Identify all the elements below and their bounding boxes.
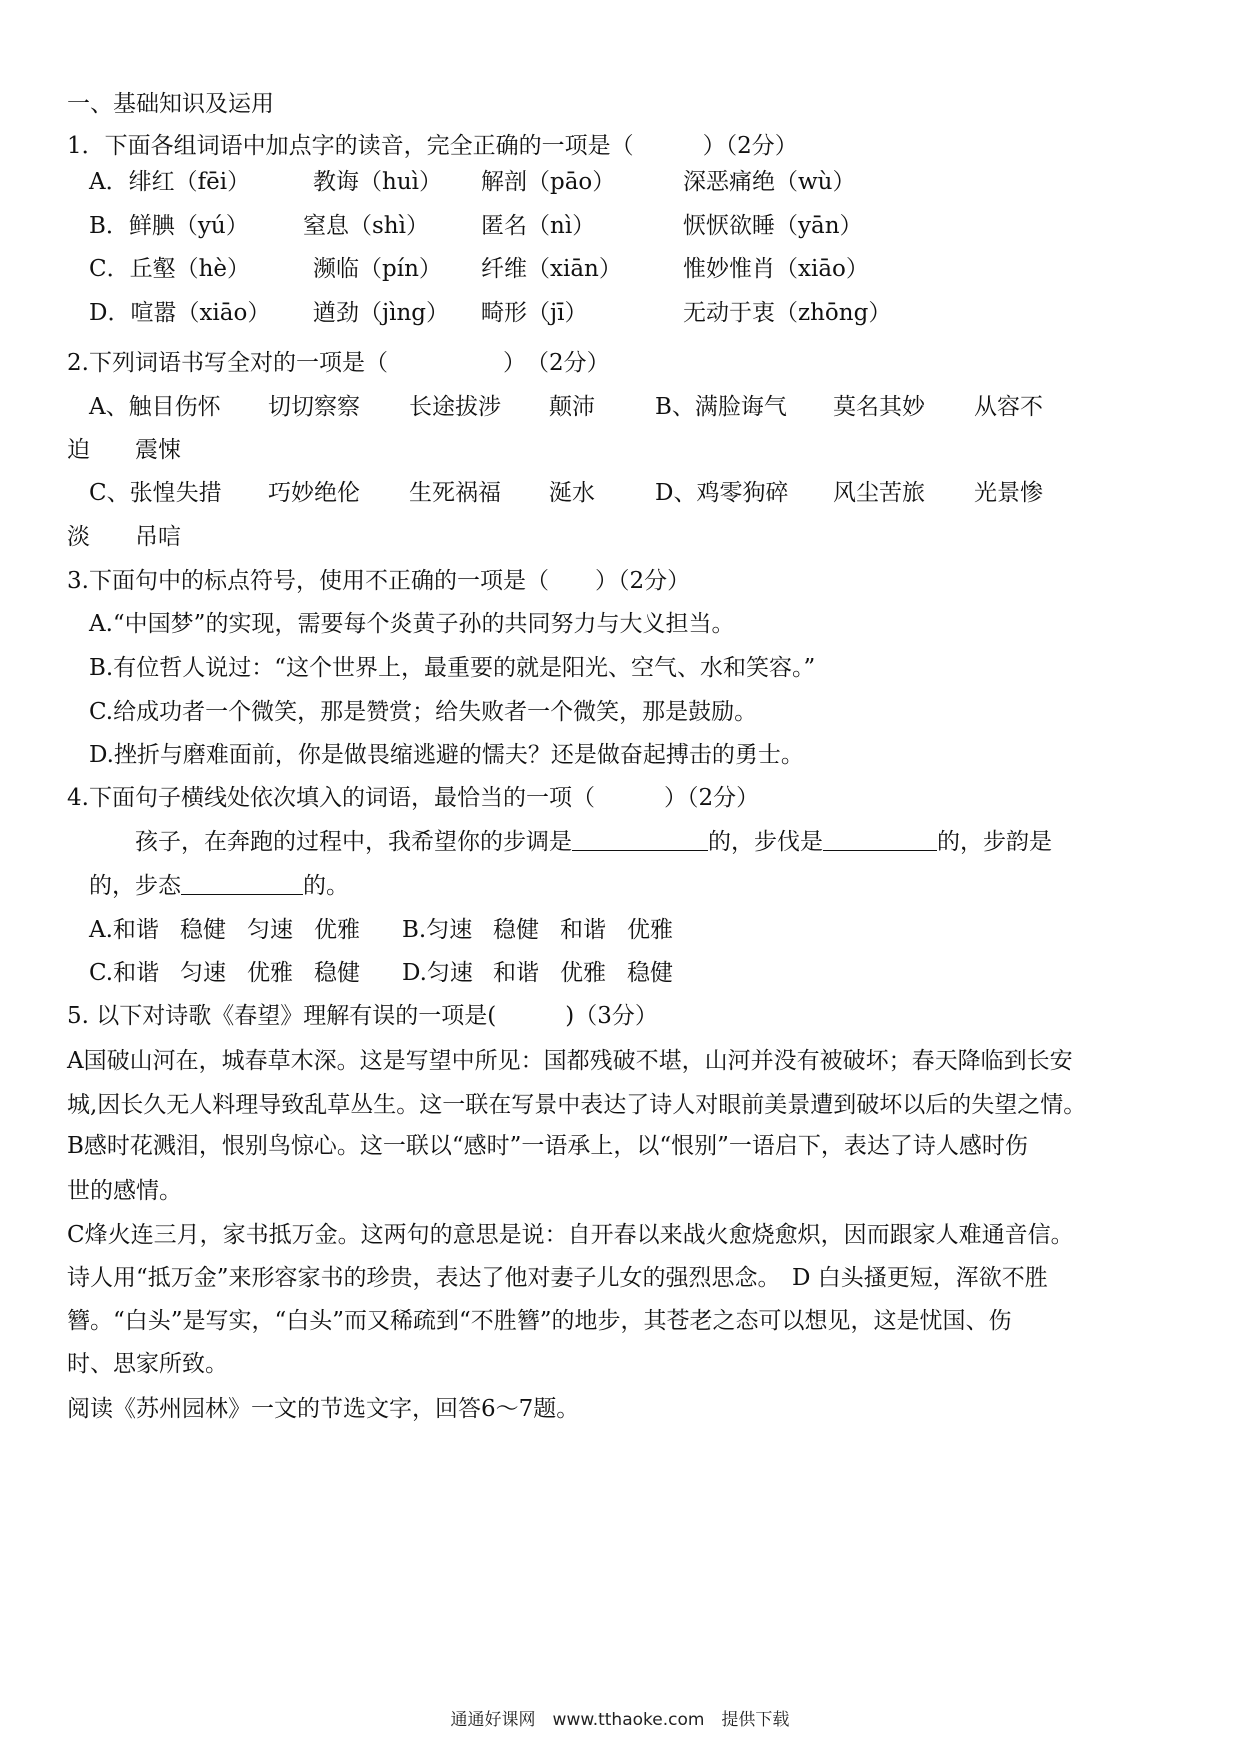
- q2-b-3-cont: 迫: [67, 437, 90, 463]
- q1-a-3: 解剖（pāo）: [481, 169, 616, 195]
- q1-d-1: D．喧嚣（xiāo）: [89, 300, 271, 326]
- q2-d-2: 风尘苦旅: [833, 480, 925, 506]
- fill-blank-2[interactable]: [823, 826, 937, 851]
- q4-passage-part: 的，步态: [89, 873, 181, 899]
- q2-d-4: 吊唁: [135, 524, 181, 550]
- q4-passage-part: 的，步伐是: [708, 829, 823, 855]
- q2-a-1: A、触目伤怀: [89, 394, 221, 420]
- q4-passage-line1: [135, 826, 1052, 858]
- q4-d-4: 稳健: [627, 960, 673, 986]
- q2-option-row: [0, 521, 1240, 553]
- q1-option-row: [0, 253, 1240, 285]
- reading-intro: 阅读《苏州园林》一文的节选文字，回答6～7题。: [67, 1396, 580, 1422]
- q1-c-1: C．丘壑（hè）: [89, 256, 251, 282]
- fill-blank-1[interactable]: [572, 826, 708, 851]
- q1-c-3: 纤维（xiān）: [481, 256, 622, 282]
- q1-option-row: [0, 210, 1240, 242]
- q2-option-row: [0, 391, 1240, 423]
- q4-b-4: 优雅: [627, 917, 673, 943]
- q4-a-1: A.和谐: [89, 917, 159, 943]
- q1-b-1: B．鲜腆（yú）: [89, 213, 249, 239]
- q4-c-2: 匀速: [180, 960, 226, 986]
- q4-a-2: 稳健: [180, 917, 226, 943]
- q5-text-line: 簪。“白头”是写实，“白头”而又稀疏到“不胜簪”的地步，其苍老之态可以想见，这是忧国、伤: [67, 1308, 1012, 1334]
- q1-d-3: 畸形（jī）: [481, 300, 588, 326]
- q2-stem: 2.下列词语书写全对的一项是（ ） （2分）: [67, 350, 610, 376]
- q5-stem: 5. 以下对诗歌《春望》理解有误的一项是( )（3分）: [67, 1003, 658, 1029]
- q2-option-row: [0, 434, 1240, 466]
- q2-a-3: 长途拔涉: [409, 394, 501, 420]
- q2-d-3-cont: 淡: [67, 524, 90, 550]
- q1-c-4: 惟妙惟肖（xiāo）: [683, 256, 869, 282]
- q5-text-line: 城,因长久无人料理导致乱草丛生。这一联在写景中表达了诗人对眼前美景遭到破坏以后的失望之情。: [67, 1092, 1087, 1118]
- q2-b-1: B、满脸诲气: [655, 394, 787, 420]
- q4-c-3: 优雅: [247, 960, 293, 986]
- q4-c-4: 稳健: [314, 960, 360, 986]
- q3-option-c: C.给成功者一个微笑，那是赞赏；给失败者一个微笑，那是鼓励。: [89, 699, 758, 725]
- q1-a-2: 教诲（huì）: [313, 169, 442, 195]
- q4-option-row: [0, 914, 1240, 946]
- q4-d-3: 优雅: [560, 960, 606, 986]
- q2-c-3: 生死祸福: [409, 480, 501, 506]
- q4-d-1: D.匀速: [402, 960, 473, 986]
- q5-text-line: B感时花溅泪，恨别鸟惊心。这一联以“感时”一语承上，以“恨别”一语启下，表达了诗人感时伤: [67, 1133, 1028, 1159]
- q4-passage-part: 孩子，在奔跑的过程中，我希望你的步调是: [135, 829, 572, 855]
- q4-c-1: C.和谐: [89, 960, 160, 986]
- page-footer: 通通好课网 www.tthaoke.com 提供下载: [450, 1710, 790, 1730]
- q2-a-2: 切切察察: [268, 394, 360, 420]
- q5-text-line: 时、思家所致。: [67, 1351, 228, 1377]
- q1-a-4: 深恶痛绝（wù）: [683, 169, 856, 195]
- q3-stem: 3.下面句中的标点符号，使用不正确的一项是（ ）（2分）: [67, 568, 691, 594]
- q1-a-1: A．绯红（fēi）: [89, 169, 251, 195]
- q4-passage-part: 的，步韵是: [937, 829, 1052, 855]
- q1-b-3: 匿名（nì）: [481, 213, 596, 239]
- q2-b-3: 从容不: [974, 394, 1043, 420]
- q1-stem: 1．下面各组词语中加点字的读音，完全正确的一项是（ ）（2分）: [67, 133, 798, 159]
- q4-a-3: 匀速: [247, 917, 293, 943]
- q5-text-line: 世的感情。: [67, 1178, 182, 1204]
- q2-d-3: 光景惨: [974, 480, 1043, 506]
- q4-option-row: [0, 957, 1240, 989]
- q2-c-1: C、张惶失措: [89, 480, 222, 506]
- q1-b-4: 恹恹欲睡（yān）: [683, 213, 863, 239]
- q5-text-line: C烽火连三月，家书抵万金。这两句的意思是说：自开春以来战火愈烧愈炽，因而跟家人难通音信。: [67, 1222, 1074, 1248]
- q1-d-4: 无动于衷（zhōng）: [683, 300, 892, 326]
- q2-b-2: 莫名其妙: [833, 394, 925, 420]
- q1-c-2: 濒临（pín）: [313, 256, 442, 282]
- q2-d-1: D、鸡零狗碎: [655, 480, 789, 506]
- fill-blank-3[interactable]: [181, 870, 303, 895]
- q4-b-1: B.匀速: [402, 917, 473, 943]
- q4-d-2: 和谐: [493, 960, 539, 986]
- q4-passage-part: 的。: [303, 873, 349, 899]
- q2-a-4: 颠沛: [549, 394, 595, 420]
- q4-b-2: 稳健: [493, 917, 539, 943]
- q5-text-line: A国破山河在，城春草木深。这是写望中所见：国都残破不堪，山河并没有被破坏；春天降临到长安: [67, 1048, 1073, 1074]
- q1-d-2: 遒劲（jìng）: [313, 300, 450, 326]
- q3-option-b: B.有位哲人说过：“这个世界上，最重要的就是阳光、空气、水和笑容。”: [89, 655, 816, 681]
- q2-c-4: 涎水: [549, 480, 595, 506]
- section-title: 一、基础知识及运用: [67, 91, 274, 117]
- q2-c-2: 巧妙绝伦: [268, 480, 360, 506]
- q2-b-4: 震悚: [135, 437, 181, 463]
- q3-option-a: A.“中国梦”的实现，需要每个炎黄子孙的共同努力与大义担当。: [89, 611, 735, 637]
- q2-option-row: [0, 477, 1240, 509]
- q1-b-2: 窒息（shì）: [303, 213, 429, 239]
- q4-a-4: 优雅: [314, 917, 360, 943]
- q3-option-d: D.挫折与磨难面前，你是做畏缩逃避的懦夫？还是做奋起搏击的勇士。: [89, 742, 804, 768]
- q4-b-3: 和谐: [560, 917, 606, 943]
- q4-passage-line2: [89, 870, 349, 902]
- q1-option-row: [0, 166, 1240, 198]
- q5-text-line: 诗人用“抵万金”来形容家书的珍贵，表达了他对妻子儿女的强烈思念。 D 白头搔更短，浑欲不胜: [67, 1265, 1048, 1291]
- q1-option-row: [0, 297, 1240, 329]
- q4-stem: 4.下面句子横线处依次填入的词语，最恰当的一项（ ）（2分）: [67, 785, 760, 811]
